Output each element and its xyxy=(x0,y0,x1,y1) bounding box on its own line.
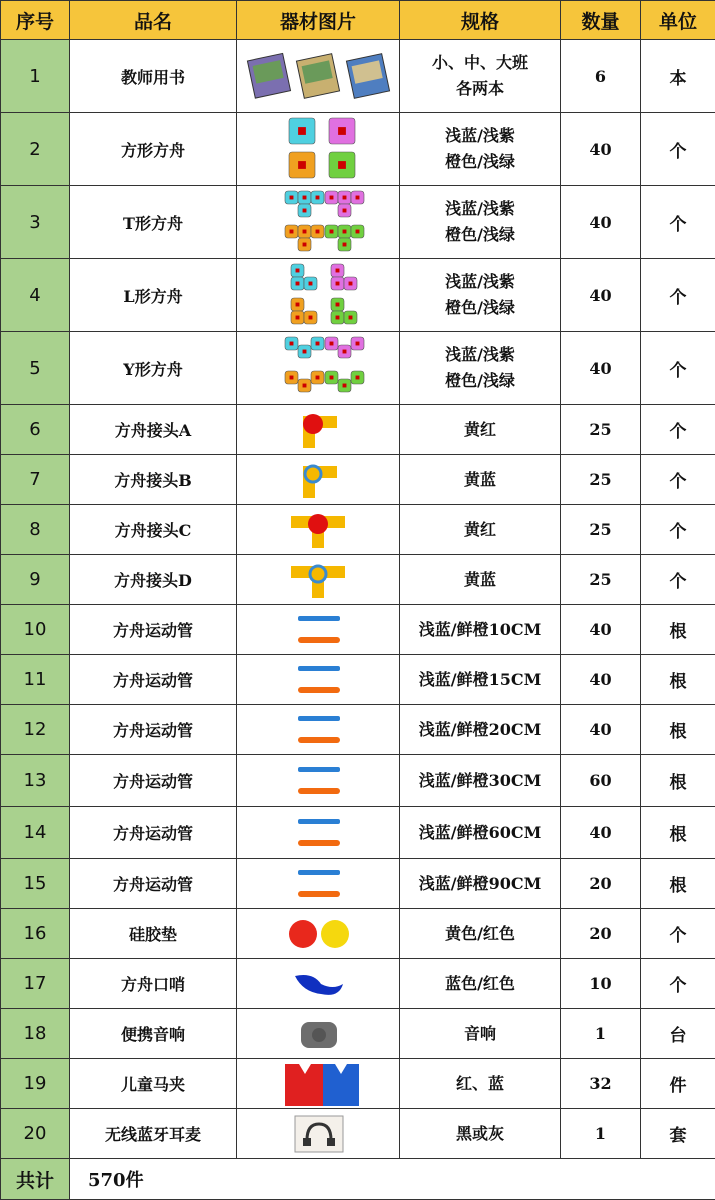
item-unit: 套 xyxy=(641,1109,715,1159)
spec-line: 黄红 xyxy=(463,519,496,539)
item-name: 方舟接头B xyxy=(70,455,237,505)
spec-line: 浅蓝/浅紫 xyxy=(445,345,515,364)
item-spec xyxy=(400,755,561,807)
silicone-pad-icon xyxy=(237,909,400,959)
table-row xyxy=(1,259,715,332)
item-spec xyxy=(400,1059,561,1109)
item-spec xyxy=(400,505,561,555)
item-name: 方舟运动管 xyxy=(70,655,237,705)
table-row xyxy=(1,859,715,909)
row-number: 18 xyxy=(1,1009,70,1059)
item-spec xyxy=(400,859,561,909)
row-number: 9 xyxy=(1,555,70,605)
item-unit: 个 xyxy=(641,909,715,959)
table-row xyxy=(1,505,715,555)
item-unit: 根 xyxy=(641,807,715,859)
header-image: 器材图片 xyxy=(237,1,400,40)
item-name: 方舟接头D xyxy=(70,555,237,605)
item-spec xyxy=(400,186,561,259)
item-spec xyxy=(400,40,561,113)
table-row xyxy=(1,807,715,859)
item-spec xyxy=(400,1009,561,1059)
item-spec xyxy=(400,259,561,332)
connector-b-icon xyxy=(237,455,400,505)
total-label: 共计 xyxy=(1,1159,70,1200)
item-unit: 个 xyxy=(641,332,715,405)
table-row xyxy=(1,405,715,455)
item-name: L形方舟 xyxy=(70,259,237,332)
whistle-icon xyxy=(237,959,400,1009)
header-spec: 规格 xyxy=(400,1,561,40)
row-number: 17 xyxy=(1,959,70,1009)
table-row xyxy=(1,113,715,186)
item-qty: 25 xyxy=(561,455,641,505)
row-number: 12 xyxy=(1,705,70,755)
table-row xyxy=(1,455,715,505)
tube-icon xyxy=(237,705,400,755)
item-qty: 6 xyxy=(561,40,641,113)
spec-line: 浅蓝/鲜橙30CM xyxy=(418,770,542,790)
connector-c-icon xyxy=(237,505,400,555)
item-qty: 40 xyxy=(561,259,641,332)
spec-line: 蓝色/红色 xyxy=(445,973,515,993)
spec-line: 黄蓝 xyxy=(463,569,496,589)
spec-line: 橙色/浅绿 xyxy=(445,298,515,317)
item-name: 方舟运动管 xyxy=(70,605,237,655)
item-unit: 根 xyxy=(641,605,715,655)
item-unit: 件 xyxy=(641,1059,715,1109)
headset-icon xyxy=(237,1109,400,1159)
item-unit: 根 xyxy=(641,859,715,909)
table-row xyxy=(1,605,715,655)
item-name: 方舟口哨 xyxy=(70,959,237,1009)
item-name: 无线蓝牙耳麦 xyxy=(70,1109,237,1159)
spec-line: 音响 xyxy=(463,1023,496,1043)
tube-icon xyxy=(237,807,400,859)
square-blocks-icon xyxy=(237,113,400,186)
row-number: 7 xyxy=(1,455,70,505)
item-qty: 40 xyxy=(561,807,641,859)
table-row xyxy=(1,1109,715,1159)
row-number: 20 xyxy=(1,1109,70,1159)
header-no: 序号 xyxy=(1,1,70,40)
item-unit: 个 xyxy=(641,259,715,332)
spec-line: 浅蓝/浅紫 xyxy=(445,272,515,291)
header-qty: 数量 xyxy=(561,1,641,40)
connector-a-icon xyxy=(237,405,400,455)
item-unit: 个 xyxy=(641,405,715,455)
row-number: 16 xyxy=(1,909,70,959)
header-unit: 单位 xyxy=(641,1,715,40)
row-number: 19 xyxy=(1,1059,70,1109)
y-blocks-icon xyxy=(237,332,400,405)
table-row xyxy=(1,186,715,259)
item-spec xyxy=(400,705,561,755)
tube-icon xyxy=(237,755,400,807)
item-qty: 32 xyxy=(561,1059,641,1109)
total-value: 570件 xyxy=(70,1159,715,1200)
item-name: 教师用书 xyxy=(70,40,237,113)
item-name: 硅胶垫 xyxy=(70,909,237,959)
item-qty: 40 xyxy=(561,705,641,755)
item-name: Y形方舟 xyxy=(70,332,237,405)
table-row xyxy=(1,705,715,755)
item-unit: 个 xyxy=(641,455,715,505)
item-qty: 1 xyxy=(561,1009,641,1059)
item-qty: 40 xyxy=(561,186,641,259)
spec-line: 浅蓝/鲜橙10CM xyxy=(418,619,542,639)
item-spec xyxy=(400,1109,561,1159)
item-qty: 20 xyxy=(561,909,641,959)
item-name: 儿童马夹 xyxy=(70,1059,237,1109)
item-name: 方舟运动管 xyxy=(70,859,237,909)
item-qty: 40 xyxy=(561,332,641,405)
item-spec xyxy=(400,959,561,1009)
row-number: 2 xyxy=(1,113,70,186)
row-number: 6 xyxy=(1,405,70,455)
table-row xyxy=(1,1009,715,1059)
item-spec xyxy=(400,332,561,405)
table-row xyxy=(1,1059,715,1109)
spec-line: 浅蓝/浅紫 xyxy=(445,199,515,218)
item-unit: 个 xyxy=(641,113,715,186)
spec-line: 浅蓝/鲜橙15CM xyxy=(418,669,542,689)
row-number: 4 xyxy=(1,259,70,332)
item-name: 方舟运动管 xyxy=(70,755,237,807)
item-spec xyxy=(400,555,561,605)
item-qty: 20 xyxy=(561,859,641,909)
item-spec xyxy=(400,455,561,505)
item-name: 便携音响 xyxy=(70,1009,237,1059)
item-qty: 40 xyxy=(561,113,641,186)
item-name: T形方舟 xyxy=(70,186,237,259)
row-number: 14 xyxy=(1,807,70,859)
item-name: 方舟运动管 xyxy=(70,807,237,859)
table-row xyxy=(1,555,715,605)
l-blocks-icon xyxy=(237,259,400,332)
spec-line: 浅蓝/鲜橙60CM xyxy=(418,822,542,842)
item-spec xyxy=(400,405,561,455)
item-name: 方形方舟 xyxy=(70,113,237,186)
item-spec xyxy=(400,655,561,705)
row-number: 3 xyxy=(1,186,70,259)
item-unit: 个 xyxy=(641,186,715,259)
item-unit: 个 xyxy=(641,555,715,605)
item-unit: 个 xyxy=(641,505,715,555)
spec-line: 橙色/浅绿 xyxy=(445,152,515,171)
item-unit: 本 xyxy=(641,40,715,113)
header-row xyxy=(1,1,715,40)
row-number: 13 xyxy=(1,755,70,807)
item-qty: 10 xyxy=(561,959,641,1009)
item-qty: 25 xyxy=(561,505,641,555)
table-row xyxy=(1,332,715,405)
item-spec xyxy=(400,605,561,655)
spec-line: 黄红 xyxy=(463,419,496,439)
item-unit: 个 xyxy=(641,959,715,1009)
item-unit: 台 xyxy=(641,1009,715,1059)
table-row xyxy=(1,755,715,807)
spec-line: 黑或灰 xyxy=(455,1123,504,1143)
table-row xyxy=(1,40,715,113)
item-spec xyxy=(400,113,561,186)
spec-line: 浅蓝/浅紫 xyxy=(445,126,515,145)
spec-line: 各两本 xyxy=(455,79,504,98)
item-unit: 根 xyxy=(641,755,715,807)
item-spec xyxy=(400,909,561,959)
item-qty: 60 xyxy=(561,755,641,807)
item-qty: 40 xyxy=(561,605,641,655)
spec-line: 红、蓝 xyxy=(455,1073,504,1093)
item-qty: 1 xyxy=(561,1109,641,1159)
connector-d-icon xyxy=(237,555,400,605)
tube-icon xyxy=(237,655,400,705)
spec-line: 浅蓝/鲜橙20CM xyxy=(418,719,542,739)
item-qty: 25 xyxy=(561,555,641,605)
item-unit: 根 xyxy=(641,705,715,755)
table-row xyxy=(1,959,715,1009)
tube-icon xyxy=(237,605,400,655)
item-spec xyxy=(400,807,561,859)
item-name: 方舟运动管 xyxy=(70,705,237,755)
spec-line: 小、中、大班 xyxy=(431,53,528,72)
row-number: 10 xyxy=(1,605,70,655)
books-icon xyxy=(237,40,400,113)
row-number: 15 xyxy=(1,859,70,909)
header-name: 品名 xyxy=(70,1,237,40)
spec-line: 橙色/浅绿 xyxy=(445,371,515,390)
spec-line: 黄蓝 xyxy=(463,469,496,489)
tube-icon xyxy=(237,859,400,909)
row-number: 8 xyxy=(1,505,70,555)
t-blocks-icon xyxy=(237,186,400,259)
row-number: 1 xyxy=(1,40,70,113)
spec-line: 黄色/红色 xyxy=(445,923,515,943)
spec-line: 浅蓝/鲜橙90CM xyxy=(418,873,542,893)
item-unit: 根 xyxy=(641,655,715,705)
total-row xyxy=(1,1159,715,1200)
item-name: 方舟接头C xyxy=(70,505,237,555)
item-name: 方舟接头A xyxy=(70,405,237,455)
row-number: 5 xyxy=(1,332,70,405)
table-row xyxy=(1,909,715,959)
item-qty: 40 xyxy=(561,655,641,705)
speaker-icon xyxy=(237,1009,400,1059)
vest-icon xyxy=(237,1059,400,1109)
spec-line: 橙色/浅绿 xyxy=(445,225,515,244)
item-qty: 25 xyxy=(561,405,641,455)
table-row xyxy=(1,655,715,705)
row-number: 11 xyxy=(1,655,70,705)
